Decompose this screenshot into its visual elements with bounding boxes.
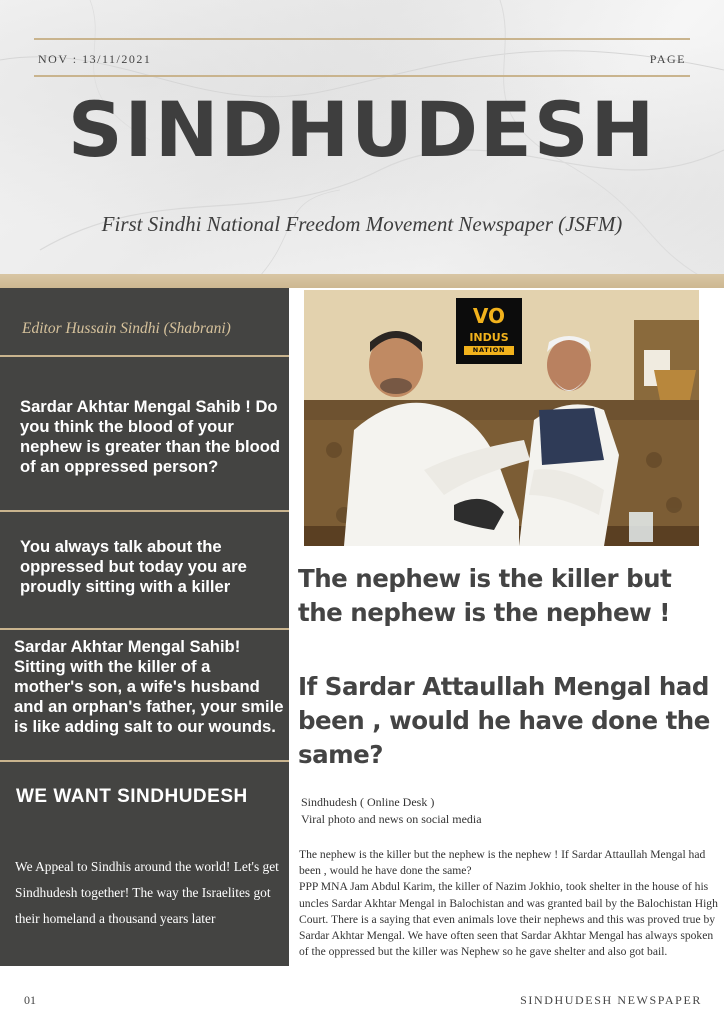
tagline: First Sindhi National Freedom Movement Newspaper (JSFM): [101, 212, 623, 236]
sidebar-rule: [0, 628, 289, 630]
vo-indus-nation-logo: [456, 298, 522, 364]
date-rule: [34, 75, 690, 77]
editor-credit: Editor Hussain Sindhi (Shabrani): [22, 320, 231, 337]
logo-nation-text: NATION: [464, 346, 514, 355]
masthead-header: [0, 0, 724, 276]
page-number: 01: [24, 993, 36, 1007]
appeal-text: We Appeal to Sindhis around the world! Let's get Sindhudesh together! The way the Israelites got their homeland a thousand years later: [15, 859, 279, 926]
issue-date: NOV : 13/11/2021: [38, 52, 152, 66]
top-rule: [34, 38, 690, 40]
footer-paper-name: SINDHUDESH NEWSPAPER: [520, 993, 702, 1007]
article-source: Sindhudesh ( Online Desk ): [301, 795, 435, 809]
header-divider-band: [0, 274, 724, 288]
article-byline: [301, 794, 482, 828]
sidebar-question-2: You always talk about the oppressed but today you are proudly sitting with a killer: [20, 537, 247, 596]
article-headline: The nephew is the killer but the nephew is the nephew !: [298, 564, 672, 627]
sidebar-rule: [0, 355, 289, 357]
article-source-note: Viral photo and news on social media: [301, 812, 482, 826]
logo-vo-text: VO: [472, 304, 506, 328]
sidebar-rule: [0, 510, 289, 512]
article-body: [299, 847, 719, 960]
sidebar-question-3: Sardar Akhtar Mengal Sahib! Sitting with the killer of a mother's son, a wife's husband and an orphan's father, your smile is like adding salt to our wounds.: [14, 637, 284, 736]
logo-indus-text: INDUS: [469, 331, 509, 344]
article-subheadline: If Sardar Attaullah Mengal had been , would he have done the same?: [298, 672, 710, 769]
want-sindhudesh-heading: WE WANT SINDHUDESH: [16, 786, 248, 807]
sidebar-rule: [0, 760, 289, 762]
newspaper-title: SINDHUDESH: [67, 85, 657, 174]
article-paragraph: PPP MNA Jam Abdul Karim, the killer of Nazim Jokhio, took shelter in the house of his uncles Sardar Akhtar Mengal in Balochistan and was granted bail by the Balochistan High Court. There is a saying that even animals love their nephews and this was proved true by Sardar Akhtar Mengal. We have often seen that Sardar Akhtar Mengal has always spoken of the oppressed but the killer was Nephew so he gave shelter and also got bail.: [299, 880, 718, 959]
page-label: PAGE: [649, 52, 686, 66]
sidebar-question-1: Sardar Akhtar Mengal Sahib ! Do you think the blood of your nephew is greater than the blood of an oppressed person?: [20, 397, 280, 476]
article-lede: The nephew is the killer but the nephew is the nephew ! If Sardar Attaullah Mengal had been , would he have done the same?: [299, 848, 706, 878]
